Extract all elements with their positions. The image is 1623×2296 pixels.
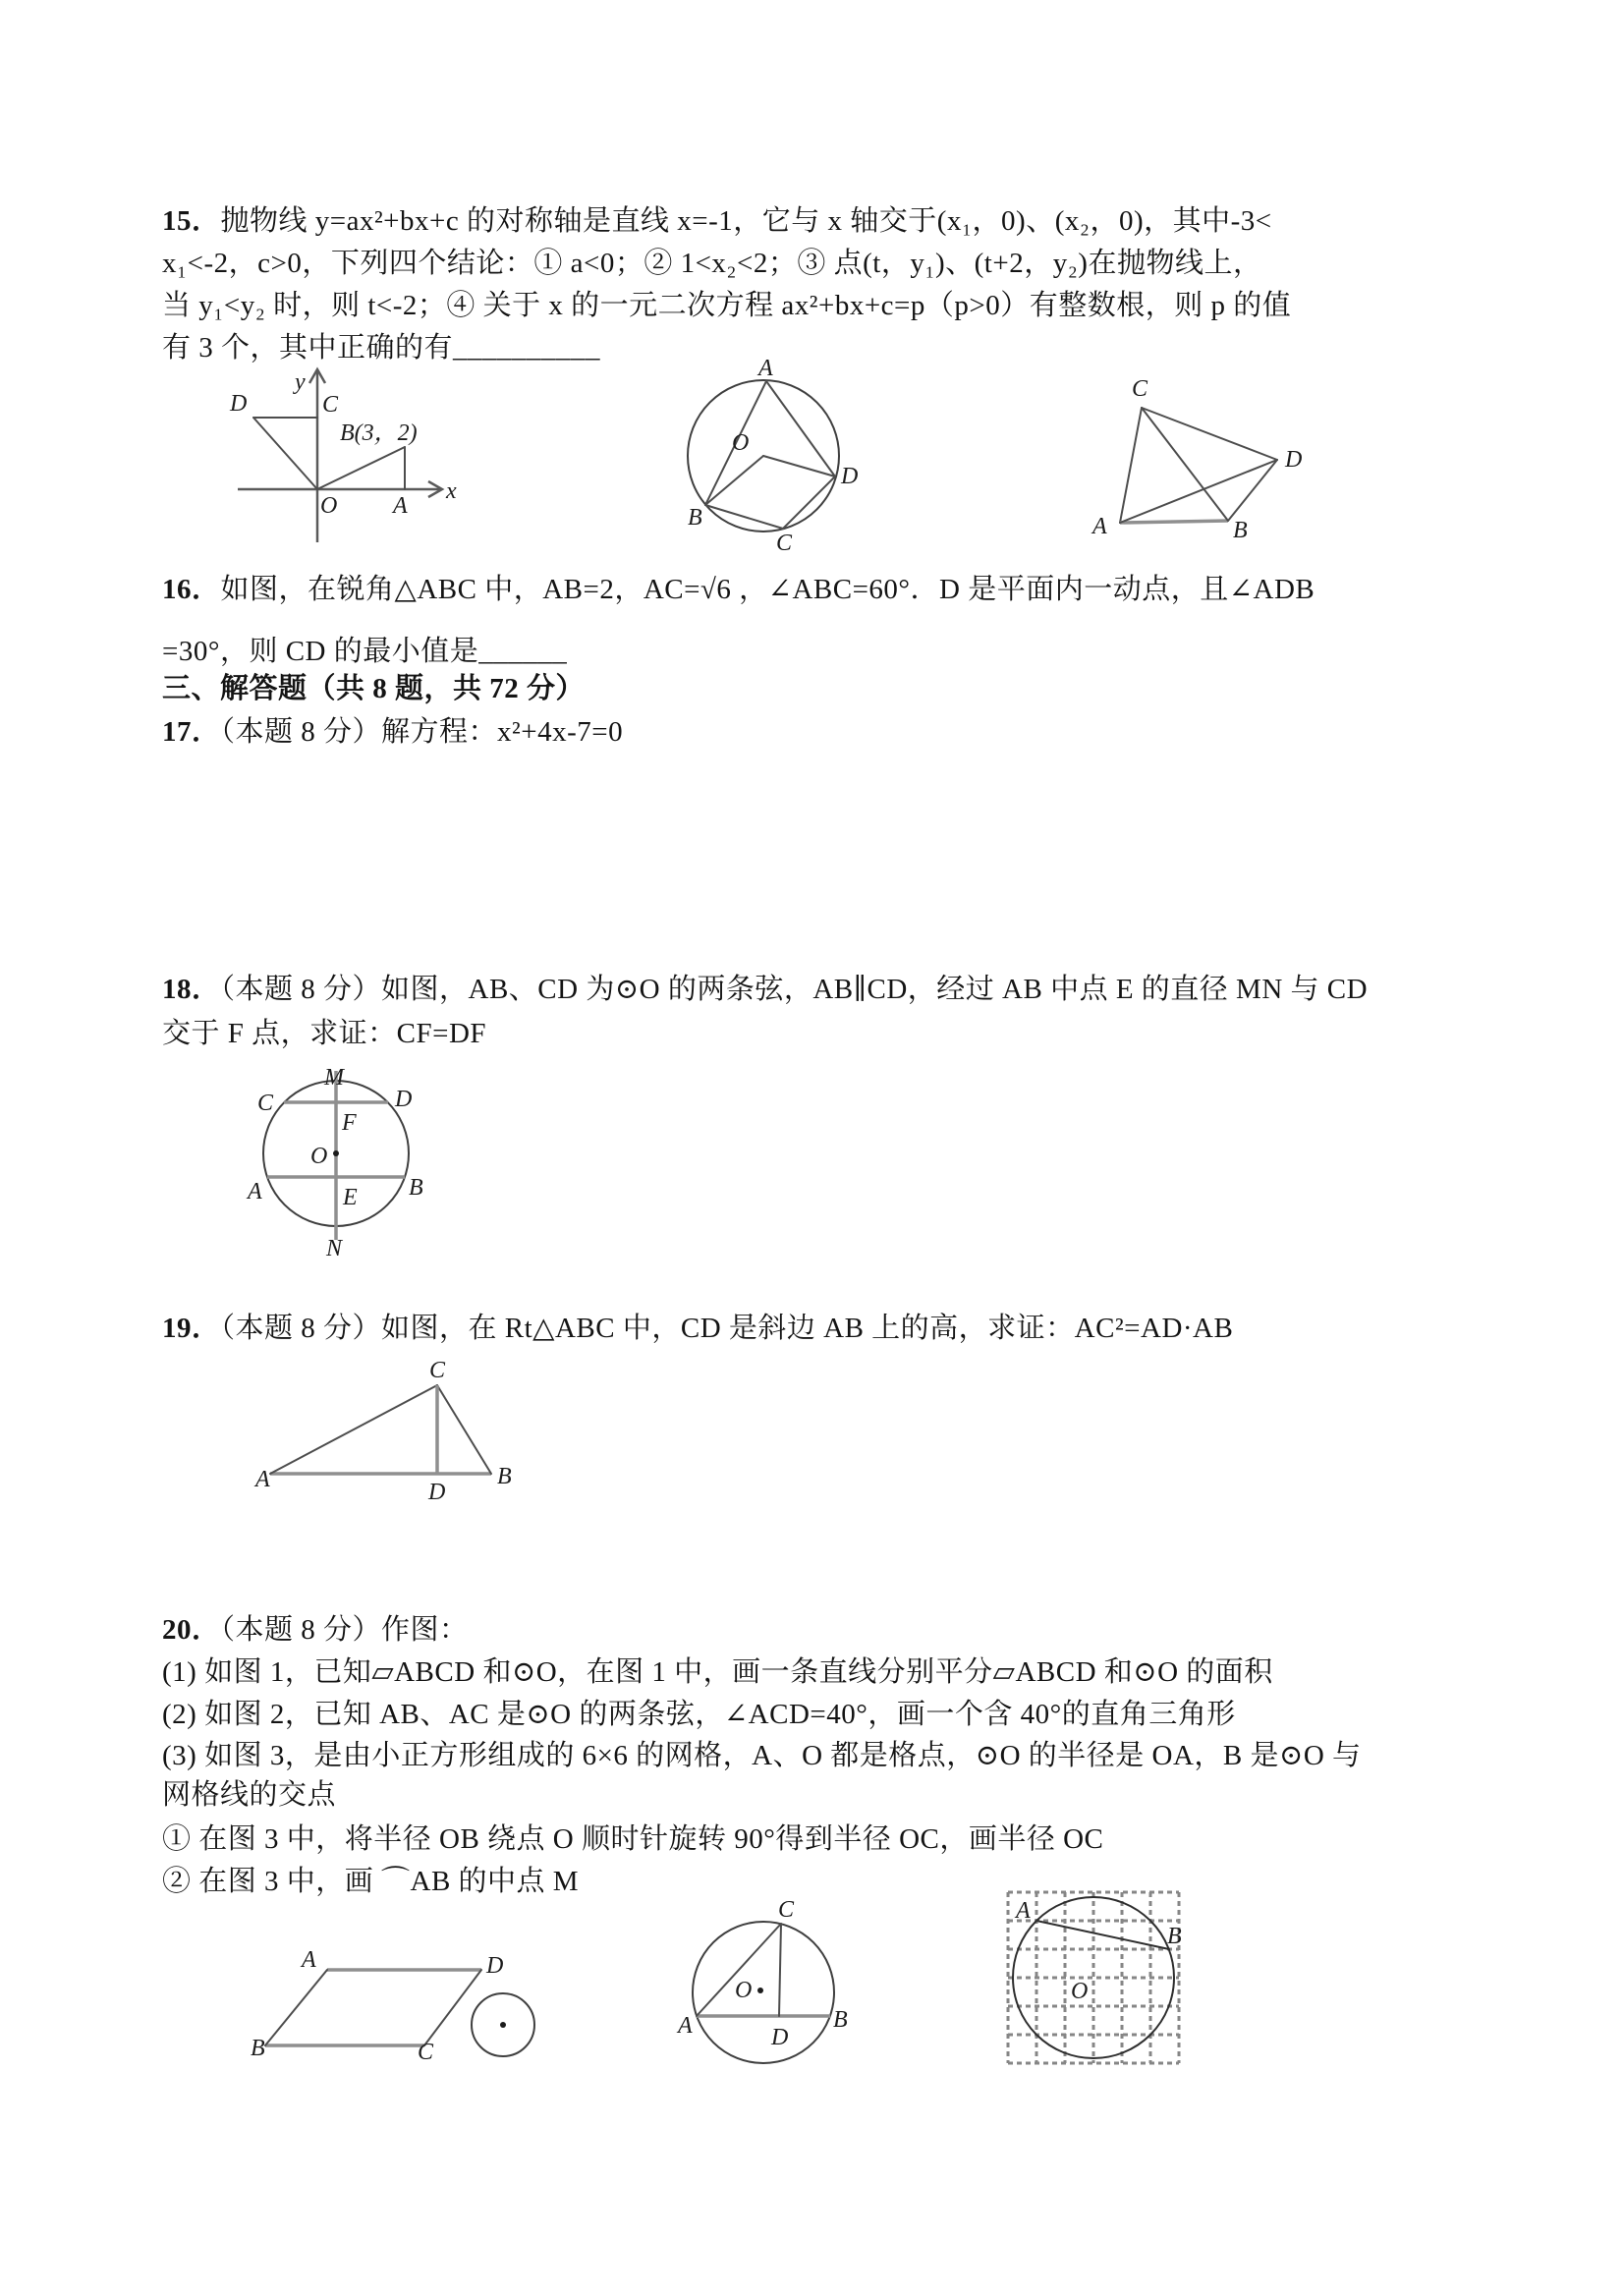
problem-19-number: 19． bbox=[162, 1313, 221, 1344]
problem-18-number: 18． bbox=[162, 974, 221, 1005]
problem-15-text-4: 有 3 个，其中正确的有__________ bbox=[162, 332, 601, 364]
figure-20-circle-chords bbox=[678, 1899, 860, 2056]
point-label-B: B bbox=[833, 2007, 848, 2033]
point-label-C: C bbox=[778, 1897, 795, 1923]
quadrilateral-edges bbox=[1120, 408, 1277, 523]
problem-18-line-1 bbox=[162, 973, 1368, 1006]
triangle-OCD bbox=[253, 418, 317, 489]
problem-20-text-2: (1) 如图 1，已知▱ABCD 和⊙O，在图 1 中，画一条直线分别平分▱ABCD 和⊙O 的面积 bbox=[162, 1656, 1273, 1688]
point-label-F: F bbox=[342, 1110, 357, 1136]
problem-17-line bbox=[162, 715, 623, 749]
point-label-A: A bbox=[393, 493, 408, 519]
problem-20-line-2 bbox=[162, 1655, 1273, 1689]
problem-15-text-1: 抛物线 y=ax²+bx+c 的对称轴是直线 x=-1，它与 x 轴交于(x₁，0)、(x₂，0)，其中-3< bbox=[220, 205, 1272, 237]
point-label-B: B bbox=[1167, 1924, 1182, 1949]
point-label-N: N bbox=[326, 1236, 343, 1261]
point-label-B: B bbox=[409, 1175, 423, 1201]
problem-17-text: （本题 8 分）解方程：x²+4x-7=0 bbox=[220, 716, 624, 748]
point-label-D: D bbox=[1285, 447, 1303, 473]
problem-20-text-3: (2) 如图 2，已知 AB、AC 是⊙O 的两条弦，∠ACD=40°，画一个含 40°的直角三角形 bbox=[162, 1699, 1236, 1730]
problem-19-text: （本题 8 分）如图，在 Rt△ABC 中，CD 是斜边 AB 上的高，求证：AC²=AD·AB bbox=[220, 1313, 1234, 1344]
point-label-O: O bbox=[320, 493, 338, 519]
point-label-B: B bbox=[688, 505, 702, 531]
grid-lines bbox=[1008, 1892, 1179, 2063]
point-label-D: D bbox=[841, 464, 859, 489]
problem-15-line-2 bbox=[162, 247, 1261, 280]
point-label-B: B(3，2) bbox=[340, 420, 418, 446]
problem-16-line-2 bbox=[162, 635, 567, 668]
problem-16-text-1: 如图，在锐角△ABC 中，AB=2，AC=√6 ，∠ABC=60°．D 是平面内一动点，且∠ADB bbox=[220, 574, 1315, 605]
point-label-B: B bbox=[497, 1464, 512, 1489]
point-label-C: C bbox=[1132, 376, 1148, 402]
problem-15-line-1 bbox=[162, 204, 1272, 238]
problem-16-number: 16． bbox=[162, 574, 221, 605]
point-label-A: A bbox=[678, 2013, 693, 2039]
point-label-O: O bbox=[1071, 1979, 1089, 2004]
problem-15-number: 15． bbox=[162, 205, 221, 237]
problem-20-text-7: ② 在图 3 中，画 ⌒AB 的中点 M bbox=[162, 1866, 580, 1897]
point-label-D: D bbox=[486, 1953, 504, 1979]
figure-15-circle bbox=[678, 356, 869, 556]
problem-20-text-4: (3) 如图 3，是由小正方形组成的 6×6 的网格，A、O 都是格点，⊙O 的半径是 OA，B 是⊙O 与 bbox=[162, 1740, 1362, 1771]
point-label-C: C bbox=[418, 2040, 434, 2065]
point-label-A: A bbox=[1016, 1898, 1031, 1924]
point-label-A: A bbox=[255, 1467, 270, 1492]
point-label-B: B bbox=[251, 2036, 265, 2061]
point-label-O: O bbox=[310, 1144, 328, 1169]
point-label-M: M bbox=[324, 1065, 344, 1091]
problem-20-line-1 bbox=[162, 1613, 469, 1647]
triangle-lines bbox=[270, 1385, 491, 1474]
problem-20-number: 20． bbox=[162, 1614, 221, 1646]
problem-15-text-3: 当 y₁<y₂ 时，则 t<-2；④ 关于 x 的一元二次方程 ax²+bx+c=p（p>0）有整数根，则 p 的值 bbox=[162, 290, 1292, 321]
problem-15-line-3 bbox=[162, 289, 1291, 322]
small-circle-center bbox=[500, 2022, 506, 2028]
figure-19-triangle bbox=[255, 1358, 585, 1511]
problem-20-line-3 bbox=[162, 1698, 1236, 1731]
point-label-O: O bbox=[732, 430, 750, 456]
problem-20-line-5 bbox=[162, 1778, 336, 1812]
problem-16-line-1 bbox=[162, 573, 1315, 606]
problem-16-text-2: =30°，则 CD 的最小值是______ bbox=[162, 636, 568, 667]
figure-15-quadrilateral bbox=[1081, 378, 1316, 545]
point-label-D: D bbox=[428, 1480, 446, 1505]
point-label-A: A bbox=[1092, 514, 1107, 539]
problem-19-line bbox=[162, 1312, 1233, 1345]
problem-15-line-4 bbox=[162, 331, 600, 364]
figure-15-coordinate-plane bbox=[226, 365, 467, 557]
figure-20-parallelogram bbox=[251, 1947, 555, 2071]
point-label-C: C bbox=[322, 392, 339, 418]
figure-20-grid-circle bbox=[1002, 1886, 1194, 2078]
point-label-C: C bbox=[776, 531, 793, 556]
point-label-A: A bbox=[758, 356, 773, 381]
problem-18-text-1: （本题 8 分）如图，AB、CD 为⊙O 的两条弦，AB∥CD，经过 AB 中点 E 的直径 MN 与 CD bbox=[220, 974, 1369, 1005]
point-label-D: D bbox=[771, 2025, 789, 2050]
problem-20-line-4 bbox=[162, 1739, 1362, 1772]
axis-label-x: x bbox=[446, 478, 457, 504]
problem-20-text-1: （本题 8 分）作图： bbox=[220, 1614, 469, 1646]
problem-20-line-7 bbox=[162, 1865, 579, 1898]
problem-20-line-6 bbox=[162, 1822, 1103, 1856]
point-label-D: D bbox=[230, 391, 248, 417]
axis-label-y: y bbox=[295, 369, 306, 395]
problem-20-text-5: 网格线的交点 bbox=[162, 1779, 337, 1811]
point-label-C: C bbox=[429, 1358, 446, 1383]
point-label-E: E bbox=[343, 1185, 358, 1210]
axes bbox=[238, 369, 442, 542]
chords bbox=[697, 1924, 830, 2016]
problem-20-text-6: ① 在图 3 中，将半径 OB 绕点 O 顺时针旋转 90°得到半径 OC，画半径 OC bbox=[162, 1823, 1104, 1855]
problem-15-text-2: x₁<-2，c>0，下列四个结论：① a<0；② 1<x₂<2；③ 点(t，y₁)、(t+2，y₂)在抛物线上， bbox=[162, 248, 1262, 279]
figure-18-circle bbox=[246, 1063, 437, 1260]
triangle-OAB bbox=[317, 447, 405, 489]
point-label-B: B bbox=[1233, 518, 1248, 543]
problem-18-text-2: 交于 F 点，求证：CF=DF bbox=[162, 1018, 487, 1049]
point-label-C: C bbox=[257, 1091, 274, 1116]
point-label-A: A bbox=[248, 1179, 262, 1204]
point-label-O: O bbox=[735, 1978, 753, 2003]
problem-17-number: 17． bbox=[162, 716, 221, 748]
point-label-D: D bbox=[395, 1087, 413, 1112]
section-3-header: 三、解答题（共 8 题，共 72 分） bbox=[162, 673, 586, 704]
parallelogram-edges bbox=[265, 1970, 481, 2045]
chords-and-radii bbox=[705, 381, 835, 529]
point-label-A: A bbox=[302, 1947, 316, 1973]
problem-18-line-2 bbox=[162, 1017, 486, 1050]
